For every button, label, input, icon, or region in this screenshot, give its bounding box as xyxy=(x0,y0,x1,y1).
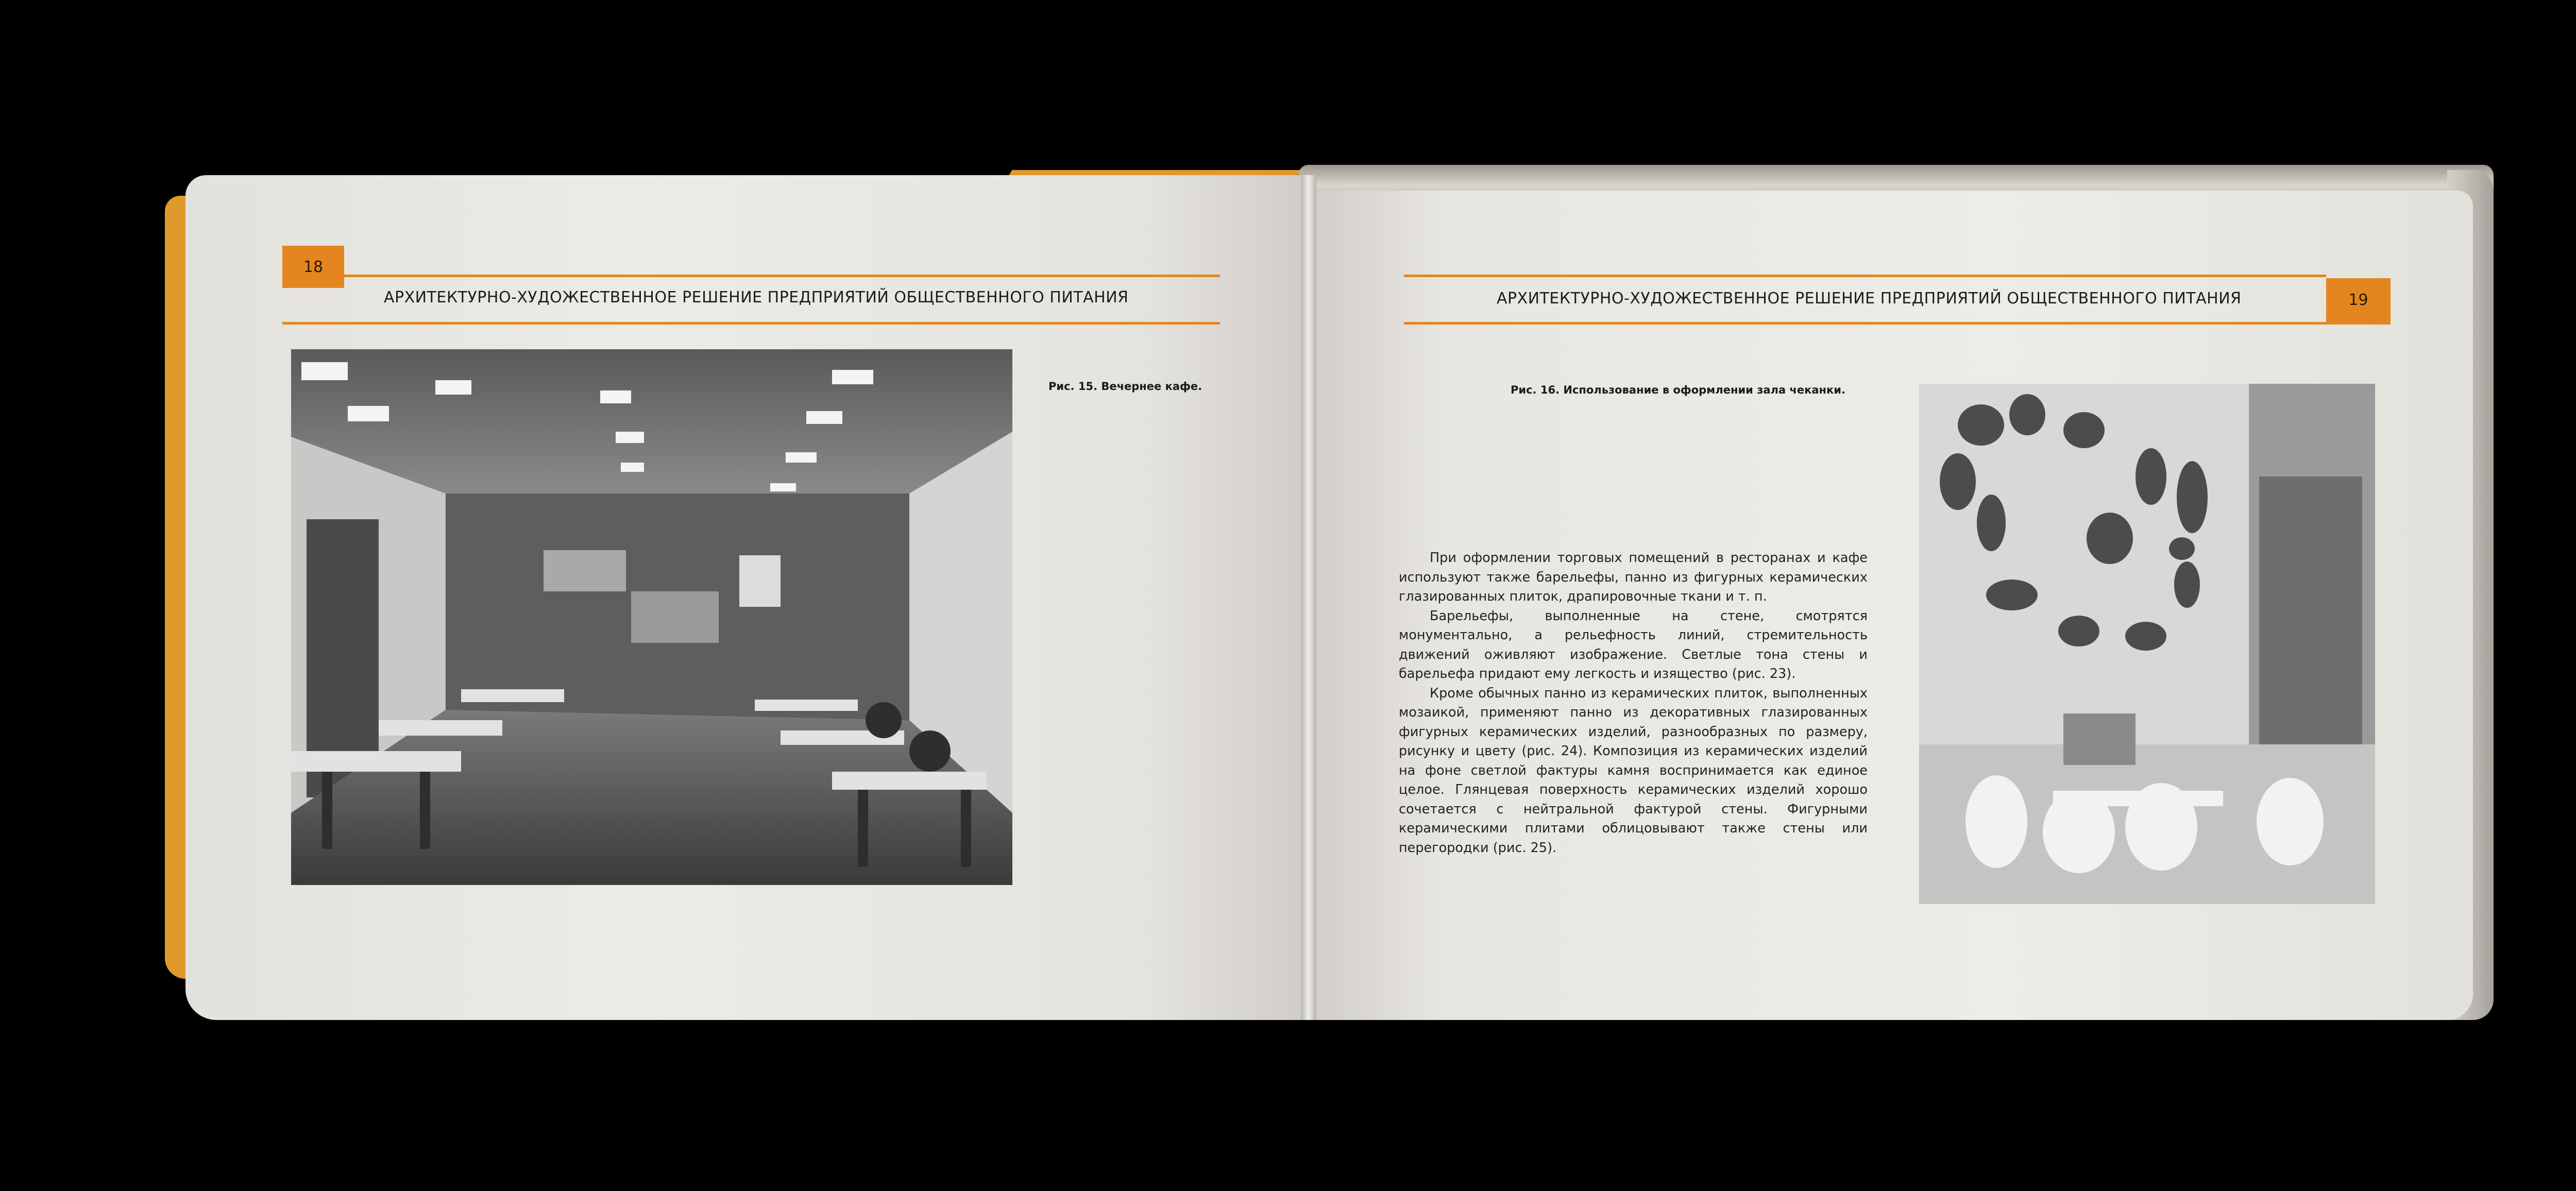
body-text xyxy=(1399,549,1868,858)
right-figure-caption: Рис. 16. Использование в оформлении зала чеканки. xyxy=(1511,384,1845,396)
left-page-number: 18 xyxy=(282,246,344,288)
paragraph: Кроме обычных панно из керамических плиток, выполненных мозаикой, применяют панно из декоративных глазированных фигурных керамических изделий, разнообразных по размеру, рисунку и цвету (рис. 24). Композиция из керамических изделий на фоне светлой фактуры камня воспринимается как единое целое. Глянцевая поверхность керамических изделий хорошо сочетается с нейтральной фактурой стены. Фигурными керамическими плитами облицовывают также стены или перегородки (рис. 25). xyxy=(1399,685,1868,856)
left-figure-caption: Рис. 15. Вечернее кафе. xyxy=(1048,380,1202,393)
right-page-number: 19 xyxy=(2326,278,2391,322)
right-running-head: АРХИТЕКТУРНО-ХУДОЖЕСТВЕННОЕ РЕШЕНИЕ ПРЕДПРИЯТИЙ ОБЩЕСТВЕННОГО ПИТАНИЯ xyxy=(1497,290,2242,308)
paragraph: При оформлении торговых помещений в ресторанах и кафе используют также барельефы, панно из фигурных керамических глазированных плиток, драпировочные ткани и т. п. xyxy=(1399,550,1868,604)
chasing-decor-photo xyxy=(1919,384,2375,904)
left-header-rule-top xyxy=(344,275,1220,277)
left-header-rule-bottom xyxy=(282,322,1220,325)
left-running-head: АРХИТЕКТУРНО-ХУДОЖЕСТВЕННОЕ РЕШЕНИЕ ПРЕДПРИЯТИЙ ОБЩЕСТВЕННОГО ПИТАНИЯ xyxy=(384,288,1129,307)
book-gutter xyxy=(1301,175,1316,1020)
cafe-interior-photo xyxy=(291,349,1012,885)
right-header-rule-top xyxy=(1404,275,2326,277)
paragraph: Барельефы, выполненные на стене, смотрятся монументально, а рельефность линий, стремительность движений оживляют изображение. Светлые тона стены и барельефа придают ему легкость и изящество (рис. 23). xyxy=(1399,608,1868,682)
right-header-rule-bottom xyxy=(1404,322,2391,325)
